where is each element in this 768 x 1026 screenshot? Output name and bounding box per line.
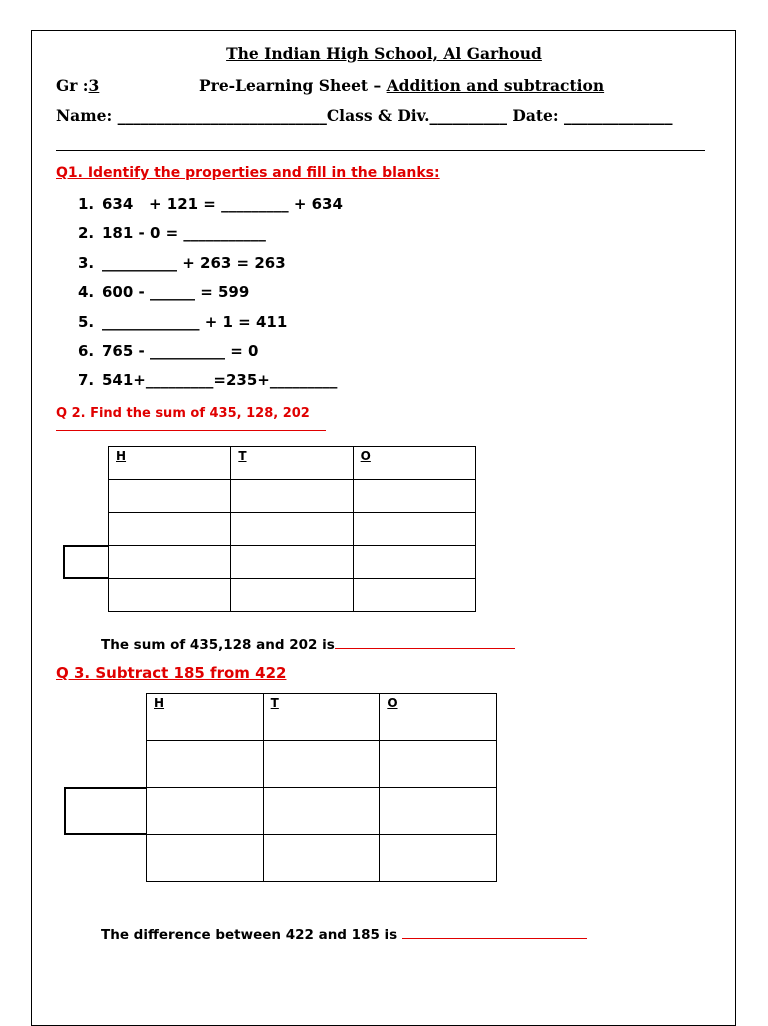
q3-cell[interactable] [147, 835, 264, 882]
q2-result-sentence: The sum of 435,128 and 202 is [101, 637, 515, 653]
q3-result-sentence: The difference between 422 and 185 is [101, 927, 587, 943]
q2-cell[interactable] [231, 480, 353, 513]
q3-cell[interactable] [380, 835, 497, 882]
sheet-topic: Addition and subtraction [386, 76, 605, 95]
q3-header-hundreds: H [147, 694, 264, 741]
sheet-title: Pre-Learning Sheet – Addition and subtraction [199, 76, 605, 95]
q2-cell[interactable] [109, 546, 231, 579]
q1-item[interactable]: 2. 181 - 0 = ___________ [78, 224, 266, 243]
q2-header-hundreds: H [109, 447, 231, 480]
q3-place-value-table [146, 693, 497, 882]
q1-item[interactable]: 6. 765 - __________ = 0 [78, 341, 259, 360]
q2-cell[interactable] [109, 513, 231, 546]
q3-header-tens: T [263, 694, 380, 741]
q2-cell[interactable] [353, 513, 475, 546]
q3-header-ones: O [380, 694, 497, 741]
q3-cell[interactable] [263, 835, 380, 882]
q2-header-ones: O [353, 447, 475, 480]
q3-cell[interactable] [263, 741, 380, 788]
q1-item[interactable]: 4. 600 - ______ = 599 [78, 283, 250, 302]
q3-sign-box[interactable] [64, 787, 147, 835]
grade-label: Gr :3 [56, 76, 100, 95]
q2-sign-box[interactable] [63, 545, 109, 579]
q2-cell[interactable] [353, 546, 475, 579]
separator-line [56, 150, 705, 151]
q3-cell[interactable] [380, 788, 497, 835]
q2-cell[interactable] [231, 546, 353, 579]
q3-cell[interactable] [380, 741, 497, 788]
q2-cell[interactable] [109, 579, 231, 612]
q2-cell[interactable] [353, 579, 475, 612]
q2-cell[interactable] [231, 513, 353, 546]
q2-place-value-table [108, 446, 476, 612]
q3-cell[interactable] [263, 788, 380, 835]
q1-item[interactable]: 7. 541+_________=235+_________ [78, 371, 338, 390]
q2-cell[interactable] [231, 579, 353, 612]
grade-value: 3 [88, 76, 100, 95]
q1-list [56, 194, 343, 400]
q2-answer-blank[interactable] [335, 648, 515, 649]
q3-cell[interactable] [147, 788, 264, 835]
q3-title: Q 3. Subtract 185 from 422 [56, 664, 287, 682]
name-class-date-line[interactable]: Name: ___________________________Class & Div.__________ Date: ______________ [56, 106, 673, 125]
q2-cell[interactable] [109, 480, 231, 513]
q1-item[interactable]: 3. __________ + 263 = 263 [78, 253, 286, 272]
q2-header-tens: T [231, 447, 353, 480]
school-name: The Indian High School, Al Garhoud [226, 44, 542, 63]
q1-item[interactable]: 5. _____________ + 1 = 411 [78, 312, 288, 331]
q1-item[interactable]: 1. 634 + 121 = _________ + 634 [78, 195, 343, 213]
q3-answer-blank[interactable] [402, 938, 587, 939]
q2-title-underline [56, 430, 326, 431]
q3-cell[interactable] [147, 741, 264, 788]
q2-title: Q 2. Find the sum of 435, 128, 202 [56, 406, 310, 421]
q1-title: Q1. Identify the properties and fill in the blanks: [56, 165, 440, 181]
q2-cell[interactable] [353, 480, 475, 513]
